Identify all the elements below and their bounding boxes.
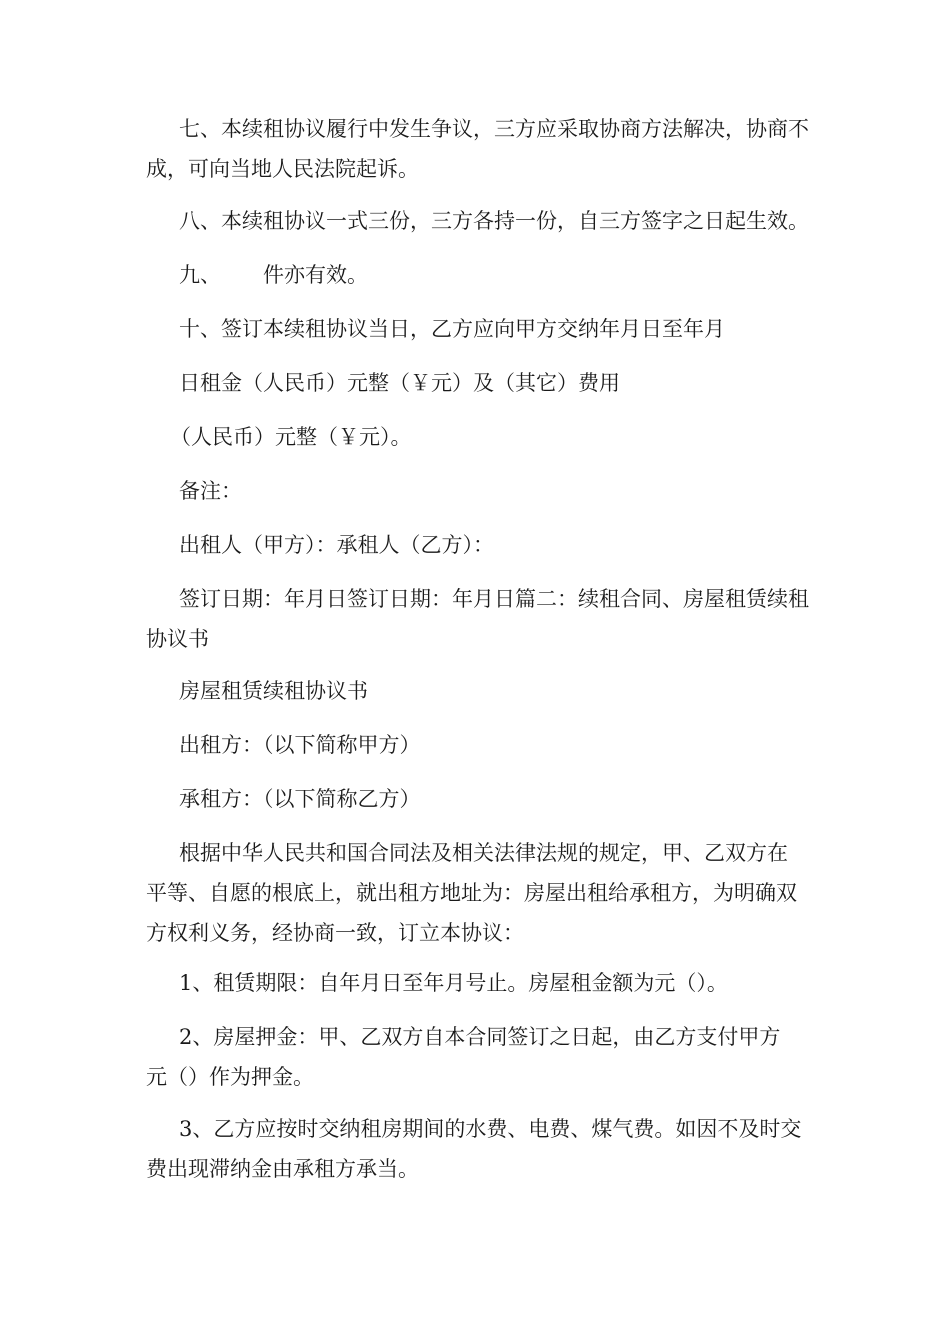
paragraph-sign-date: 签订日期：年月日签订日期：年月日篇二：续租合同、房屋租赁续租协议书 <box>146 587 809 651</box>
paragraph-lessor: 出租方：（以下简称甲方） <box>179 733 421 757</box>
section-title: 房屋租赁续租协议书 <box>179 679 368 703</box>
paragraph-clause-7: 七、本续租协议履行中发生争议，三方应采取协商方法解决，协商不成，可向当地人民法院起诉。 <box>146 117 809 181</box>
paragraph-clause-8: 八、本续租协议一式三份，三方各持一份，自三方签字之日起生效。 <box>179 209 809 233</box>
clause-9-text: 件亦有效。 <box>263 263 368 287</box>
paragraph-term-3: 3、乙方应按时交纳租房期间的水费、电费、煤气费。如因不及时交费出现滞纳金由承租方承当。 <box>146 1117 802 1181</box>
paragraph-signatories: 出租人（甲方）：承租人（乙方）： <box>179 533 494 557</box>
paragraph-rent-line: 日租金（人民币）元整（￥元）及（其它）费用 <box>179 371 620 395</box>
paragraph-term-2: 2、房屋押金：甲、乙双方自本合同签订之日起，由乙方支付甲方元（）作为押金。 <box>146 1025 781 1089</box>
paragraph-fee-line: （人民币）元整（￥元）。 <box>170 425 412 449</box>
paragraph-clause-10: 十、签订本续租协议当日，乙方应向甲方交纳年月日至年月 <box>179 317 725 341</box>
paragraph-preamble: 根据中华人民共和国合同法及相关法律法规的规定，甲、乙双方在平等、自愿的根底上，就出租方地址为：房屋出租给承租方，为明确双方权利义务，经协商一致，订立本协议： <box>146 841 797 945</box>
paragraph-term-1: 1、租赁期限：自年月日至年月号止。房屋租金额为元（）。 <box>179 971 728 995</box>
paragraph-remarks: 备注： <box>179 479 242 503</box>
paragraph-lessee: 承租方：（以下简称乙方） <box>179 787 421 811</box>
paragraph-clause-9 <box>146 255 818 295</box>
clause-9-number: 九、 <box>179 263 221 287</box>
